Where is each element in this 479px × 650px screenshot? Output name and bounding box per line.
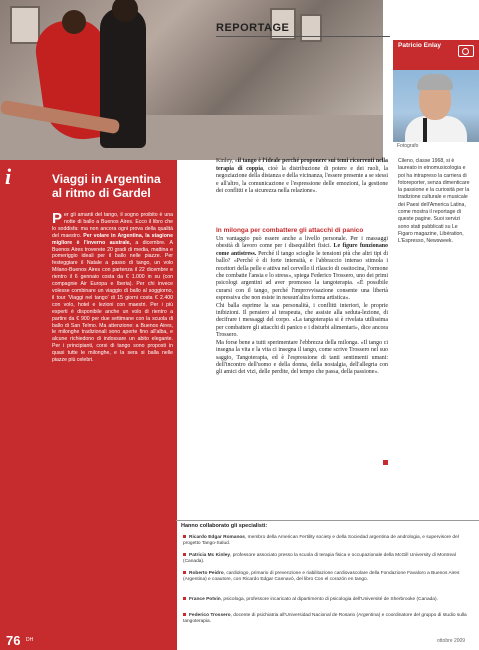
- article-body: Un vantaggio può essere anche a livello personale. Per i massaggi obesità di lavoro come per i disequilibri fisici. Le figure funzionano come antistress. Perché il tango scioglie le tensioni più che altri tipi di ballo? «Perché è di forte intensità, e l'abbraccio intenso stimola i recettori della pelle e attiva nel cervello il rilascio di ossitocina, l'ormone che combatte l'ansia e lo stress», spiega Federico Trossero, uno dei primi psicologi argentini ad aver promosso la tangoterapia. «È possibile curarsi con il tango, perché l'improvvisazione consente una libertà espressiva che non esiste in nessun'altra forma artistica». Chi balla esprime la sua personalità, i conflitti interiori, le proprie inibizioni. Il pensiero al terapeuta, che assiste alla seduta-lezione, di decifrare i messaggi del corpo. «La tangoterapia si è rivelata utilissima per combattere gli attacchi di panico e i disturbi alimentari», dice ancora Trossero. Ma forse bene a tutti sperimentare l'ebbrezza della milonga. «Il tango ci insegna la vita e la vita ci insegna il tango, come scrive Trossero nel suo saggio, Tangoterapia, ed è l'espressione di tanti sentimenti umani: dell'incontro dell'uomo e della donna, della nostalgia, dell'allegria con gli amici dei vizi, delle perdite, del tempo che passa, della passione».: [216, 236, 389, 376]
- publication-mark: DH: [26, 637, 34, 643]
- sidebar-body: Per gli amanti del tango, il sogno proibito è una notte di ballo a Buenos Aires. Ecco il libro che lo soddisfa: ma non ancora ogni prova della qualità del maestro. Per volare in Argentina, la stagione migliore è l'inverno australe, a dicembre. A Buenos Aires troverete 20 gradi di media, mattina e pomeriggio ideali per il ballo nelle piazze. Per festeggiare il Natale a passo di tango, un volo Milano-Buenos Aires con partenza il 22 dicembre e rientro il 6 gennaio costa da € 1.000 in su (con compagnie Air Europa e Iberia). Per chi invece volesse combinare un viaggio di ballo al soggiorno, il tour 'Viaggi nel tango' di 15 giorni costa € 2.400 con volo, hotel e lezioni con maestri. Per i più esperti è disponibile anche un volo di rientro a partire da € 900 per due settimane con la scuola di ballo di San Telmo. Ma attenzione: a Buenos Aires, le milonghe tradizionali sono aperte fino all'alba, e alcune richiedono di indossare un abito elegante. Per i principianti, corsi di tango sono proposti in quasi tutte le milonghe, e la sera si balla nelle piazze più celebri.: [52, 210, 173, 364]
- collab-item: Patricia Mc Kinley, professore associato presso la scuola di terapia fisica e occupazionale della McGill University di Montreal (Canada).: [183, 553, 456, 565]
- author-name: Patricio Enlay: [398, 42, 441, 49]
- article-subheading: In milonga per combattere gli attacchi di panico: [216, 227, 364, 234]
- article-intro: Kinley, «il tango è l'ideale perché proponere sui temi ricorrenti nella terapia di coppia, cioè la distribuzione di potere e dei ruoli, la negoziazione della distanza e della vicinanza, l'essere presente a se stessi e all'altro, la comunicazione e l'espressione delle emozioni, la gestione dei conflitti e la sicurezza nella relazione».: [216, 158, 389, 194]
- collab-item: Roberto Peidro, cardiologo, primario di prevenzione e riabilitazione cardiovascolare della Fondazione Favaloro a Buenos Aires (Argentina) e coautore, con Ricardo Edgar Cannavò, del libro Con el corazón en tango.: [183, 571, 460, 583]
- collab-item: Federico Trossero, docente di psichiatria all'Universidad Nacional de Rosario (Argentina) e coordinatore del gruppo di studio sulla tangoterapia.: [183, 613, 467, 625]
- collab-item: France Potvin, psicologa, professore incaricato al dipartimento di psicologia dell'Université de Sherbrooke (Canada).: [183, 597, 473, 603]
- bullet-icon: [183, 613, 186, 616]
- info-icon: i: [5, 164, 12, 189]
- article-paragraph: Chi balla esprime la sua personalità, i conflitti interiori, le proprie inibizioni. Il pensiero al terapeuta, che assiste alla seduta-lezione, di decifrare i messaggi del corpo. «La tangoterapia si è rivelata utilissima per combattere gli attacchi di panico e i disturbi alimentari», dice ancora Trossero.: [216, 302, 388, 339]
- bullet-icon: [183, 553, 186, 556]
- tango-photo: [0, 0, 383, 160]
- sidebar-title: Viaggi in Argentina al ritmo di Gardel: [52, 172, 161, 200]
- collab-title: Hanno collaborato gli specialisti:: [181, 523, 268, 529]
- bullet-icon: [183, 571, 186, 574]
- camera-icon: [458, 45, 474, 57]
- end-mark-icon: [383, 460, 388, 465]
- author-role: Fotografo: [397, 143, 419, 149]
- article-paragraph: Ma forse bene a tutti sperimentare l'ebbrezza della milonga. «Il tango ci insegna la vita e la vita ci insegna il tango, come scrive Trossero nel suo saggio, Tangoterapia, ed è l'espressione di tanti sentimenti umani: dell'incontro dell'uomo e della donna, della nostalgia, dell'allegria con gli amici dei vizi, delle perdite, del tempo che passa, della passione».: [216, 339, 388, 376]
- issue-date: ottobre 2009: [437, 638, 466, 644]
- drop-cap: P: [52, 210, 63, 227]
- author-bio: Cileno, classe 1968, si è laureato in etnomusicologia e poi ha intrapreso la carriera di fotoreporter, senza dimenticare la passione e la curiosità per la tradizione culturale e musicale dei Paesi dell'America Latina, come mostra il reportage di queste pagine. Suoi servizi sono stati pubblicati su Le Figaro magazine, Libération, L'Espresso, Newsweek.: [398, 158, 470, 245]
- section-label: REPORTAGE: [216, 22, 290, 34]
- page-number: 76: [6, 633, 21, 648]
- author-portrait: [393, 70, 479, 142]
- header-rule: [216, 36, 390, 37]
- bullet-icon: [183, 597, 186, 600]
- collab-item: Ricardo Edgar Romanos, membro della American Fertility society e della Sociedad argentina de andrologia, e supervisore del progetto Tango-Salud.: [183, 535, 459, 547]
- collab-divider: [176, 520, 479, 521]
- bullet-icon: [183, 535, 186, 538]
